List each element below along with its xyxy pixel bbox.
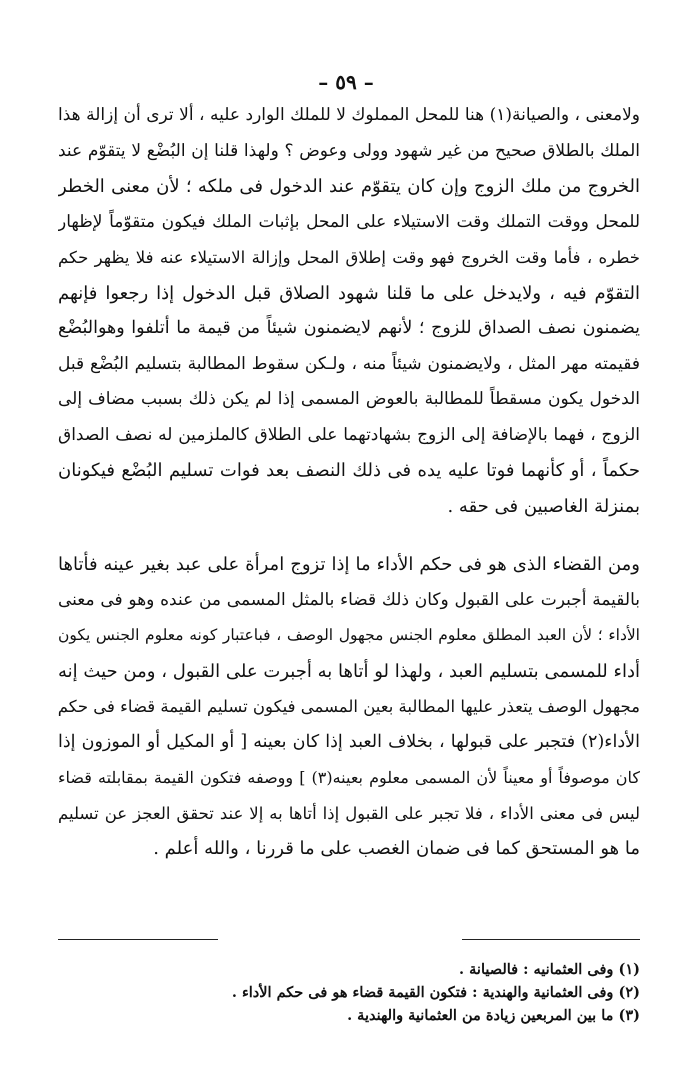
main-text	[58, 98, 640, 867]
footnotes	[58, 958, 640, 1027]
text-line: كان موصوفاً أو معيناً لأن المسمى معلوم بعينه(٣) ] ووصفه فتكون القيمة بمقابلته قضاء	[58, 768, 640, 787]
text-line: الأداء ؛ لأن العبد المطلق معلوم الجنس مجهول الوصف ، فباعتبار كونه معلوم الجنس يكون	[58, 626, 640, 644]
text-line: للمحل ووقت التملك وقت الاستيلاء على المحل بإثبات الملك فيكون متقوّماً لإظهار	[58, 211, 640, 232]
text-line: فقيمته مهر المثل ، ولايضمنون شيئاً منه ، ولـكن سقوط المطالبة بتسليم البُضْع قبل	[58, 353, 640, 374]
text-line: الأداء(٢) فتجبر على قبولها ، بخلاف العبد إذا كان بعينه [ أو المكيل أو الموزون إذا	[58, 731, 640, 752]
separator-rule	[58, 939, 218, 940]
paragraph-gap	[58, 524, 640, 547]
paragraph-1	[58, 98, 640, 524]
footnote: (٢) وفى العثمانية والهندية : فتكون القيمة قضاء هو فى حكم الأداء .	[231, 984, 640, 1001]
text-line: ليس فى معنى الأداء ، فلا تجبر على القبول إذا أتاها به إلا عند تحقق العجز عن تسليم	[58, 803, 640, 823]
text-line: ولامعنى ، والصيانة(١) هنا للمحل المملوك لا للملك الوارد عليه ، ألا ترى أن إزالة هذا	[58, 105, 640, 125]
footnote: (٣) ما بين المربعين زيادة من العثمانية والهندية .	[347, 1007, 640, 1024]
text-line: ما هو المستحق كما فى ضمان الغصب على ما قررنا ، والله أعلم .	[153, 838, 640, 859]
text-line: مجهول الوصف يتعذر عليها المطالبة بعين المسمى فيكون تسليم القيمة قضاء فى حكم	[58, 697, 640, 716]
text-line: الدخول يكون مسقطاً للمطالبة بالعوض المسمى إذا لم يكن ذلك بسبب مضاف إلى	[58, 389, 640, 409]
paragraph-2	[58, 547, 640, 867]
text-line: الزوج ، فهما بالإضافة إلى الزوج بشهادتهما على الطلاق كالملزمين له نصف الصداق	[58, 424, 640, 445]
text-line: يضمنون نصف الصداق للزوج ؛ لأنهم لايضمنون شيئاً من قيمة ما أتلفوا وهوالبُضْع	[58, 318, 640, 338]
text-line: بمنزلة الغاصبين فى حقه .	[447, 495, 640, 517]
text-line: بالقيمة أجبرت على القبول وكان ذلك قضاء بالمثل المسمى من عنده وهو فى معنى	[58, 589, 640, 610]
page-number: – ٥٩ –	[318, 70, 374, 94]
footnote: (١) وفى العثمانيه : فالصيانة .	[459, 961, 640, 978]
text-line: الخروج من ملك الزوج وإن كان يتقوّم عند الدخول فى ملكه ؛ لأن معنى الخطر	[58, 176, 640, 197]
text-line: خطره ، فأما وقت الخروج فهو وقت إطلاق المحل وإزالة الاستيلاء عنه فلا يظهر حكم	[58, 248, 640, 267]
text-line: ومن القضاء الذى هو فى حكم الأداء ما إذا تزوج امرأة على عبد بغير عينه فأتاها	[58, 554, 640, 575]
text-line: حكماً ، أو كأنهما فوتا عليه يده فى ذلك النصف بعد فوات تسليم البُضْع فيكونان	[58, 460, 640, 481]
separator-rule	[462, 939, 640, 940]
text-line: الملك بالطلاق صحيح من غير شهود وولى وعوض ؟ ولهذا قلنا إن البُضْع لا يتقوّم عند	[58, 140, 640, 161]
text-line: التقوّم فيه ، ولايدخل على ما قلنا شهود الصلاق قبل الدخول إذا رجعوا فإنهم	[58, 282, 640, 304]
text-line: أداء للمسمى بتسليم العبد ، ولهذا لو أتاها به أجبرت على القبول ، ومن حيث إنه	[58, 660, 640, 682]
